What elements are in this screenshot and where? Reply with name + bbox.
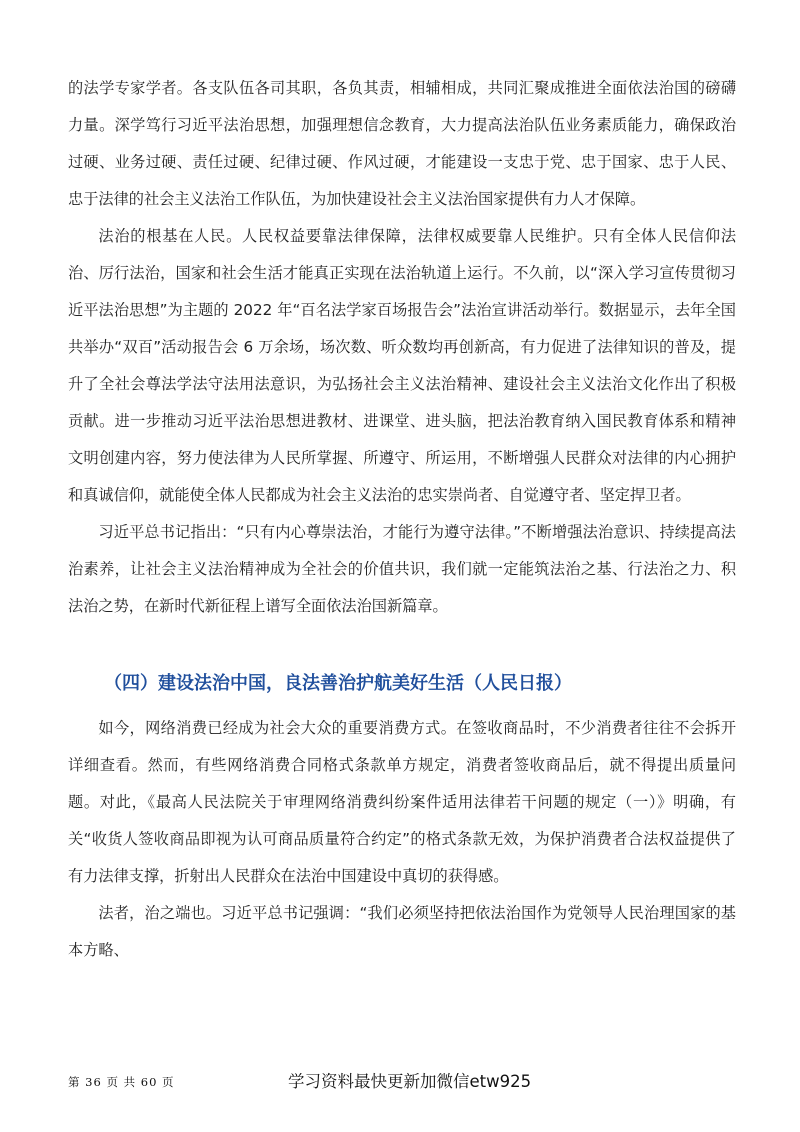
paragraph-law-governance: 法者，治之端也。习近平总书记强调：“我们必须坚持把依法治国作为党领导人民治理国家的基本方略、 — [68, 904, 736, 959]
document-page — [68, 70, 736, 969]
page-number-indicator: 第 36 页 共 60 页 — [68, 1075, 175, 1089]
footer-promo-text: 学习资料最快更新加微信etw925 — [288, 1072, 532, 1091]
paragraph-rule-of-law-people: 法治的根基在人民。人民权益要靠法律保障，法律权威要靠人民维护。只有全体人民信仰法治、厉行法治，国家和社会生活才能真正实现在法治轨道上运行。不久前，以“深入学习宣传贯彻习近平法治思想”为主题的 2022 年“百名法学家百场报告会”法治宣讲活动举行。数据显示，去年全国共举办“双百”活动报告会 6 万余场，场次数、听众数均再创新高，有力促进了法律知识的普及，提升了全社会尊法学法守法用法意识，为弘扬社会主义法治精神、建设社会主义法治文化作出了积极贡献。进一步推动习近平法治思想进教材、进课堂、进头脑，把法治教育纳入国民教育体系和精神文明创建内容，努力使法律为人民所掌握、所遵守、所运用，不断增强人民群众对法律的内心拥护和真诚信仰，就能使全体人民都成为社会主义法治的忠实崇尚者、自觉遵守者、坚定捍卫者。 — [68, 227, 736, 504]
paragraph-continuation: 的法学专家学者。各支队伍各司其职，各负其责，相辅相成，共同汇聚成推进全面依法治国的磅礴力量。深学笃行习近平法治思想，加强理想信念教育，大力提高法治队伍业务素质能力，确保政治过硬、业务过硬、责任过硬、纪律过硬、作风过硬，才能建设一支忠于党、忠于国家、忠于人民、忠于法律的社会主义法治工作队伍，为加快建设社会主义法治国家提供有力人才保障。 — [68, 79, 736, 208]
paragraph-xi-quote: 习近平总书记指出：“只有内心尊崇法治，才能行为遵守法律。”不断增强法治意识、持续提高法治素养，让社会主义法治精神成为全社会的价值共识，我们就一定能筑法治之基、行法治之力、积法治之势，在新时代新征程上谱写全面依法治国新篇章。 — [68, 523, 736, 615]
paragraph-online-consumption: 如今，网络消费已经成为社会大众的重要消费方式。在签收商品时，不少消费者往往不会拆开详细查看。然而，有些网络消费合同格式条款单方规定，消费者签收商品后，就不得提出质量问题。对此，《最高人民法院关于审理网络消费纠纷案件适用法律若干问题的规定（一）》明确，有关“收货人签收商品即视为认可商品质量符合约定”的格式条款无效，为保护消费者合法权益提供了有力法律支撑，折射出人民群众在法治中国建设中真切的获得感。 — [68, 719, 736, 885]
section-heading: （四）建设法治中国，良法善治护航美好生活（人民日报） — [104, 673, 572, 694]
